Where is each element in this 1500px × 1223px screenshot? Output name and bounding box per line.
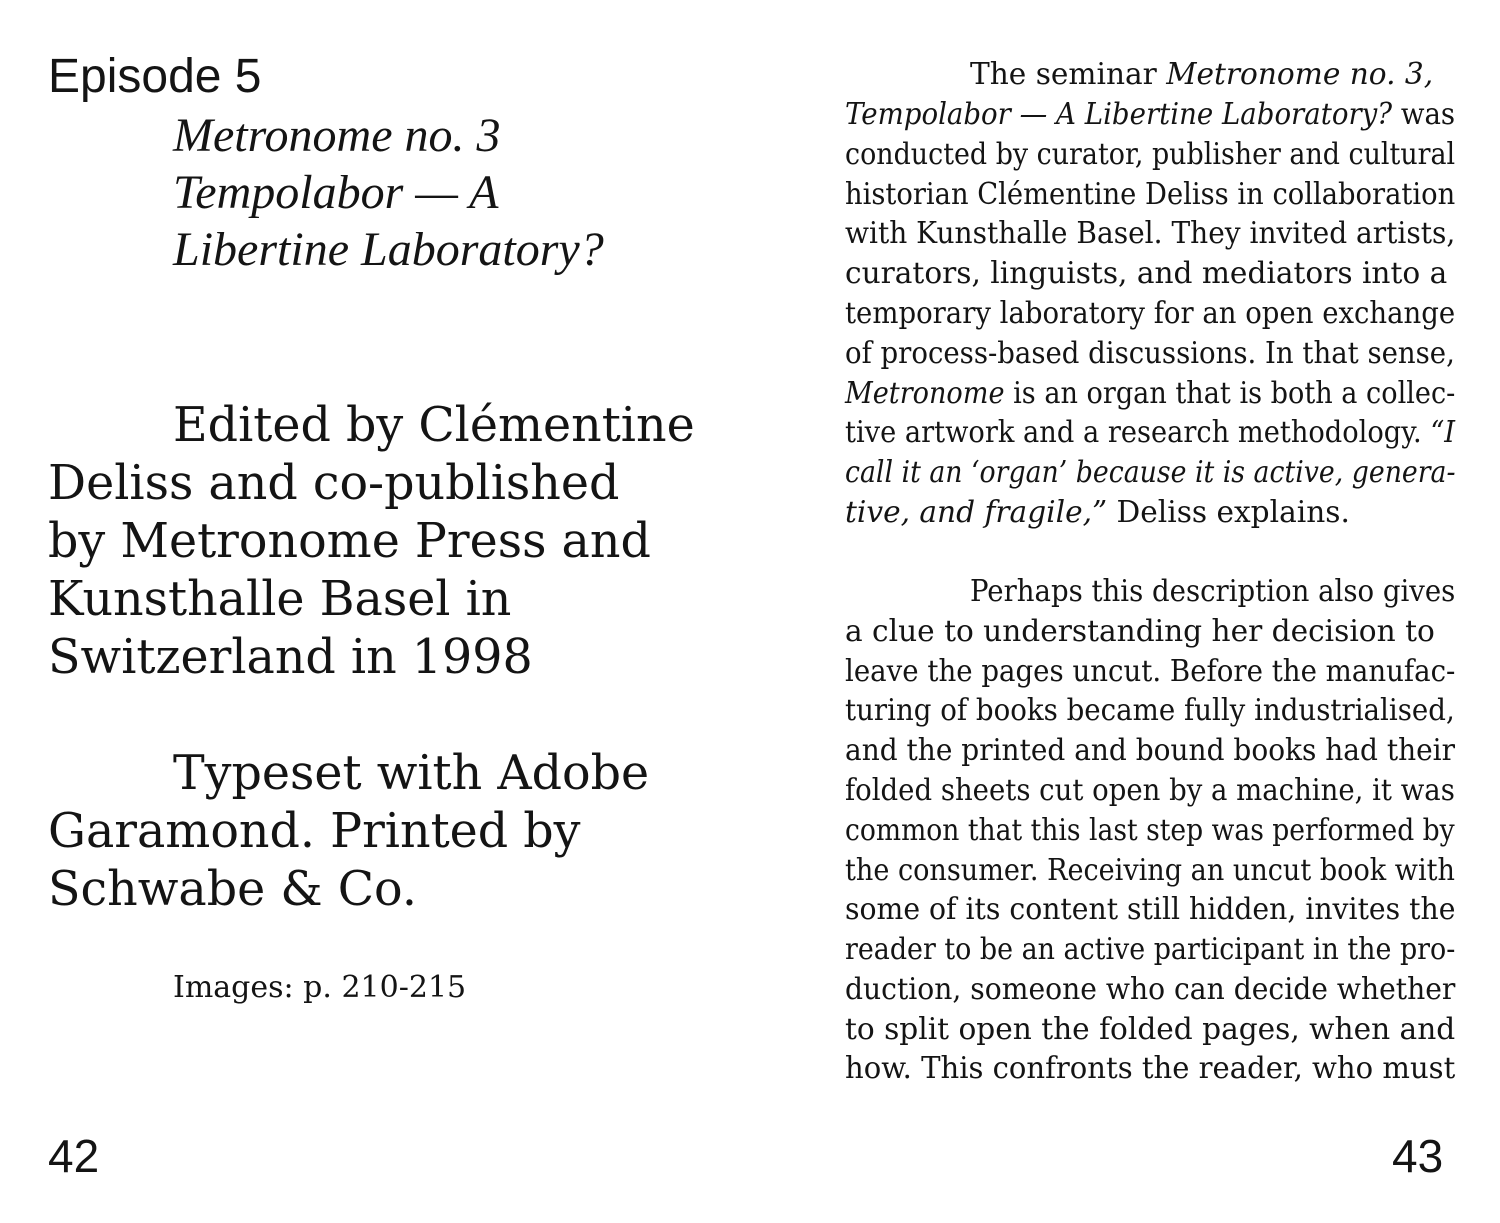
body-line: Perhaps this description also gives [970,574,1456,608]
body-line: temporary laboratory for an open exchange [845,296,1456,330]
body-line: leave the pages uncut. Before the manufac- [845,654,1456,688]
title-line-3: Libertine Laboratory? [173,223,604,276]
body-line: Metronome is an organ that is both a collec- [845,376,1456,410]
italic-title: Tempolabor — A Libertine Laboratory? [845,97,1393,131]
body-line: historian Clémentine Deliss in collaboration [845,177,1456,211]
body-line: how. This confronts the reader, who must [845,1051,1456,1085]
body-line: and the printed and bound books had their [845,733,1456,767]
body-line-quote: call it an ‘organ’ because it is active, genera- [845,455,1456,489]
edited-line-5: Switzerland in 1998 [48,630,533,685]
edited-line-1: Edited by Clémentine [173,398,695,453]
italic-title: Metronome no. 3, [1166,57,1434,91]
italic-word: Metronome [845,376,1005,410]
body-line: conducted by curator, publisher and cultural [845,137,1456,171]
edited-line-3: by Metronome Press and [48,514,651,569]
body-line: tive, and fragile,” Deliss explains. [845,495,1350,529]
quote-open: “I [1430,415,1456,449]
body-line: duction, someone who can decide whether [845,972,1456,1006]
typeset-line-1: Typeset with Adobe [173,746,650,801]
title-line-1: Metronome no. 3 [173,109,501,162]
typeset-line-3: Schwabe & Co. [48,862,417,917]
body-line: a clue to understanding her decision to [845,614,1435,648]
page-number-right: 43 [1392,1130,1444,1182]
body-line: some of its content still hidden, invites the [845,892,1456,926]
edited-line-2: Deliss and co-published [48,456,620,511]
edited-line-4: Kunsthalle Basel in [48,572,512,627]
page-number-left: 42 [48,1130,100,1182]
body-line: Tempolabor — A Libertine Laboratory? was [845,97,1456,131]
body-line: the consumer. Receiving an uncut book with [845,853,1455,887]
episode-heading: Episode 5 [48,50,262,103]
body-line: to split open the folded pages, when and [845,1012,1456,1046]
body-line: common that this last step was performed by [845,813,1455,847]
body-line: of process-based discussions. In that sense, [845,336,1455,370]
images-credit: Images: p. 210-215 [173,970,467,1005]
body-line: tive artwork and a research methodology. “I [845,415,1456,449]
title-line-2: Tempolabor — A [173,166,499,219]
typeset-line-2: Garamond. Printed by [48,804,581,859]
body-line: with Kunsthalle Basel. They invited artists, [845,216,1456,250]
body-line: The seminar Metronome no. 3, [970,57,1434,91]
body-line: reader to be an active participant in the pro- [845,932,1456,966]
body-line: folded sheets cut open by a machine, it was [845,773,1455,807]
quote-end: tive, and fragile,” [845,495,1108,529]
body-line: curators, linguists, and mediators into a [845,256,1448,290]
body-line: turing of books became fully industrialised, [845,693,1455,727]
